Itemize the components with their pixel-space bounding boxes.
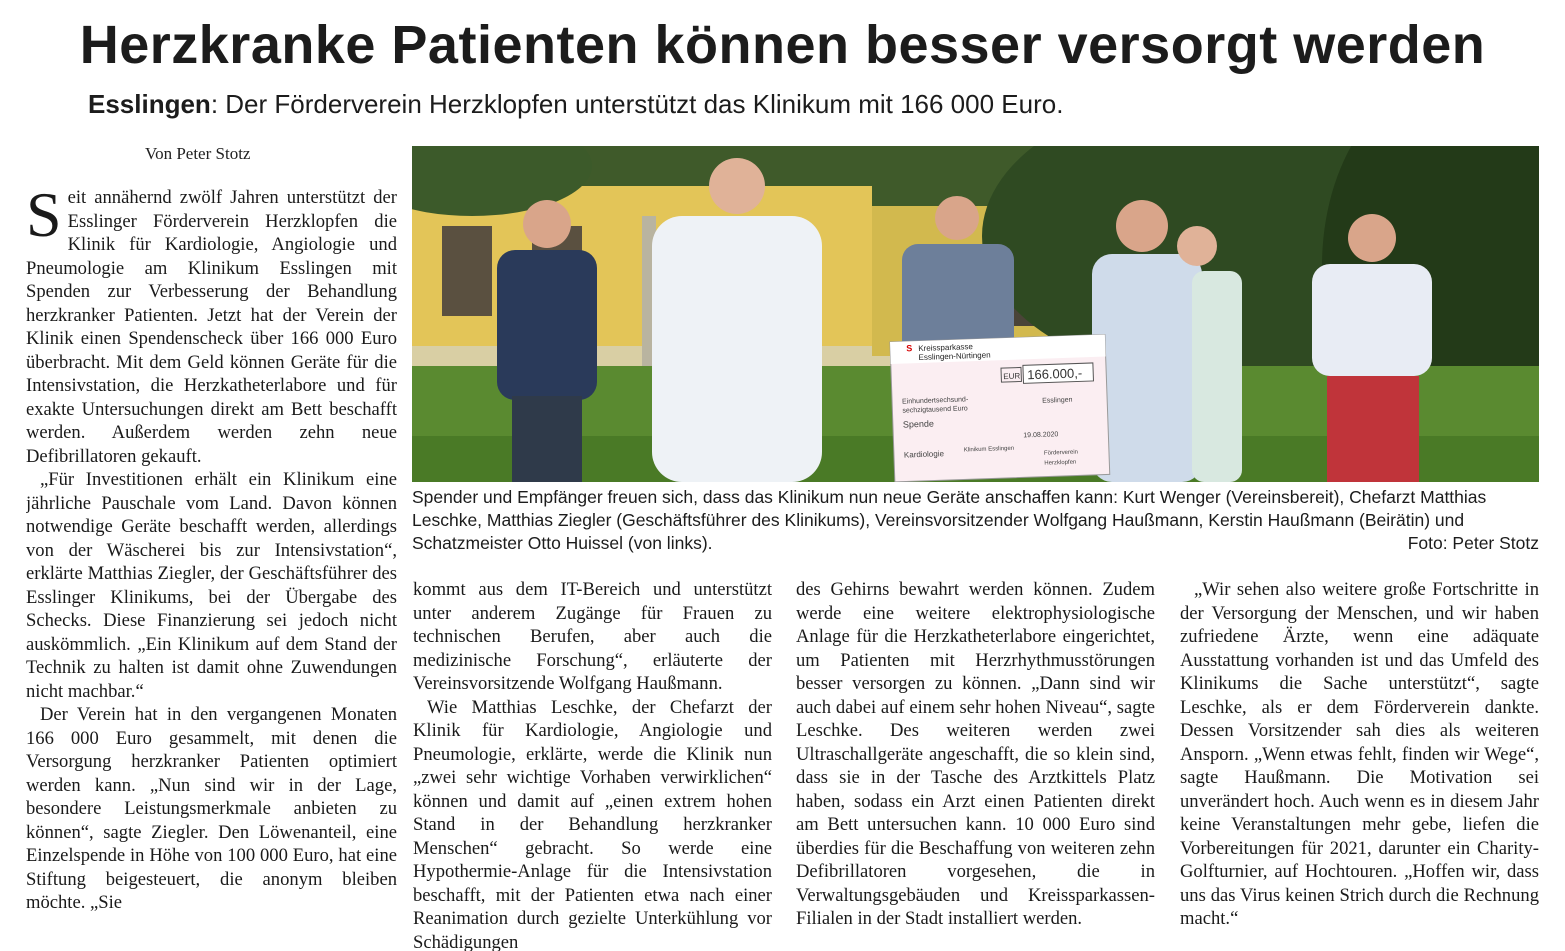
byline: Von Peter Stotz [145, 144, 251, 163]
svg-text:Förderverein: Förderverein [1043, 449, 1079, 457]
caption-text: Spender und Empfänger freuen sich, dass das Klinikum nun neue Geräte anschaffen kann: Kurt Wenger (Vereinsbereit), Chefarzt Matthias Leschke, Matthias Ziegler (Geschäftsführer des Klinikums), Vereinsvorsitzender Wolfgang Haußmann, Kerstin Haußmann (Beirätin) und Schatzmeister Otto Huissel (von links). [412, 487, 1487, 553]
dropcap: S [26, 186, 62, 250]
paragraph: kommt aus dem IT-Bereich und unterstützt unter anderem Zugänge für Frauen zu technischen Berufen, aber auch die medizinische Forschung“, erläuterte der Vereinsvorsitzende Wolfgang Haußmann. [413, 579, 772, 694]
svg-text:Herzklopfen: Herzklopfen [1044, 459, 1077, 467]
photo-illustration [412, 146, 1539, 482]
svg-text:sechzigtausend Euro: sechzigtausend Euro [902, 405, 968, 415]
article-column-2 [413, 578, 772, 951]
svg-text:S: S [906, 343, 913, 354]
paragraph: Wie Matthias Leschke, der Chefarzt der Klinik für Kardiologie, Angiologie und Pneumologie, erklärte, werde die Klinik nun „zwei sehr wichtige Vorhaben verwirklichen“ können und damit auf „einen extrem hohen Stand in der Behandlung herzkranker Menschen“ gebracht. So werde eine Hypothermie-Anlage für die Intensivstation beschafft, mit der Patienten etwa nach einer Reanimation durch gezielte Unterkühlung vor Schädigungen [413, 696, 772, 951]
svg-text:166.000,-: 166.000,- [1026, 365, 1083, 383]
photo-credit: Foto: Peter Stotz [1407, 533, 1539, 553]
cheque [890, 334, 1110, 481]
svg-text:Kardiologie: Kardiologie [903, 449, 945, 460]
paragraph: „Wir sehen also weitere große Fortschritte in der Versorgung der Menschen, und wir haben zufriedene Ärzte, wenn eine adäquate Ausstattung vorhanden ist und das Umfeld des Klinikums die Sache unterstützt“, sagte Leschke, als er dem Förderverein dankte. Dessen Vorsitzender sah dies als weiteren Ansporn. „Wenn etwas fehlt, finden wir Wege“, sagte Haußmann. Die Motivation sei unverändert hoch. Auch wenn es in diesem Jahr keine Veranstaltungen mehr gebe, liefen die Vorbereitungen für 2021, darunter ein Charity-Golfturnier, auf Hochtouren. „Hoffen wir, dass uns das Virus keinen Strich durch die Rechnung macht.“ [1180, 579, 1539, 929]
subheadline [88, 88, 1488, 120]
svg-text:Spende: Spende [902, 418, 935, 430]
svg-text:Kreissparkasse: Kreissparkasse [918, 342, 974, 354]
svg-text:Einhundertsechsund-: Einhundertsechsund- [901, 396, 969, 406]
subhead-text: : Der Förderverein Herzklopfen unterstützt das Klinikum mit 166 000 Euro. [210, 89, 1064, 119]
article-column-3 [796, 578, 1155, 951]
paragraph: des Gehirns bewahrt werden können. Zudem werde eine weitere elektrophysiologische Anlage für die Herzkatheterlabore eingerichtet, um Patienten mit Herzrhythmusstörungen besser versorgen zu können. „Dann sind wir auch dabei auf einem sehr hohen Niveau“, sagte Leschke. Des weiteren werden zwei Ultraschallgeräte angeschafft, die so klein sind, dass sie in der Tasche des Arztkittels Platz haben, sodass ein Arzt einen Patienten direkt am Bett untersuchen kann. 10 000 Euro sind überdies für die Beschaffung von weiteren zehn Defibrillatoren vorgesehen, die in Verwaltungsgebäuden und Kreissparkassen-Filialen in der Stadt installiert werden. [796, 579, 1155, 929]
headline: Herzkranke Patienten können besser versorgt werden [79, 15, 1486, 75]
paragraph: Der Verein hat in den vergangenen Monaten 166 000 Euro gesammelt, mit denen die Versorgung herzkranker Patienten optimiert werden kann. „Nun sind wir in der Lage, besondere Leistungsmerkmale anbieten zu können“, sagte Ziegler. Den Löwenanteil, eine Einzelspende in Höhe von 100 000 Euro, hat eine Stiftung beigesteuert, die anonym bleiben möchte. „Sie [26, 704, 397, 913]
svg-text:19.08.2020: 19.08.2020 [1023, 431, 1059, 440]
photo-caption [412, 486, 1539, 555]
svg-text:Esslingen-Nürtingen: Esslingen-Nürtingen [918, 350, 991, 363]
article-photo [412, 146, 1539, 482]
paragraph: Seit annähernd zwölf Jahren unterstützt der Esslinger Förderverein Herzklopfen die Klinik für Kardiologie, Angiologie und Pneumologie am Klinikum Esslingen mit Spenden zur Verbesserung der Behandlung herzkranker Patienten. Jetzt hat der Verein der Klinik einen Spendenscheck über 166 000 Euro überbracht. Mit dem Geld können Geräte für die Intensivstation, die Herzkatheterlabore und für exakte Untersuchungen direkt am Bett beschafft werden. Außerdem werden zehn neue Defibrillatoren gekauft. [26, 186, 397, 467]
svg-text:Klinikum Esslingen: Klinikum Esslingen [963, 445, 1015, 454]
article-column-1 [26, 186, 397, 951]
paragraph: „Für Investitionen erhält ein Klinikum eine jährliche Pauschale vom Land. Davon können notwendige Geräte beschafft werden, allerdings von der Wäscherei bis zur Intensivstation“, erklärte Matthias Ziegler, der Geschäftsführer des Esslinger Klinikums, bei der Übergabe des Schecks. Diese Finanzierung sei jedoch nicht auskömmlich. „Ein Klinikum auf dem Stand der Technik zu halten ist damit ohne Zuwendungen nicht machbar.“ [26, 469, 397, 702]
subhead-location: Esslingen [88, 89, 211, 119]
article-column-4 [1180, 578, 1539, 951]
svg-text:EUR: EUR [1003, 371, 1021, 382]
svg-text:Esslingen: Esslingen [1042, 396, 1073, 405]
